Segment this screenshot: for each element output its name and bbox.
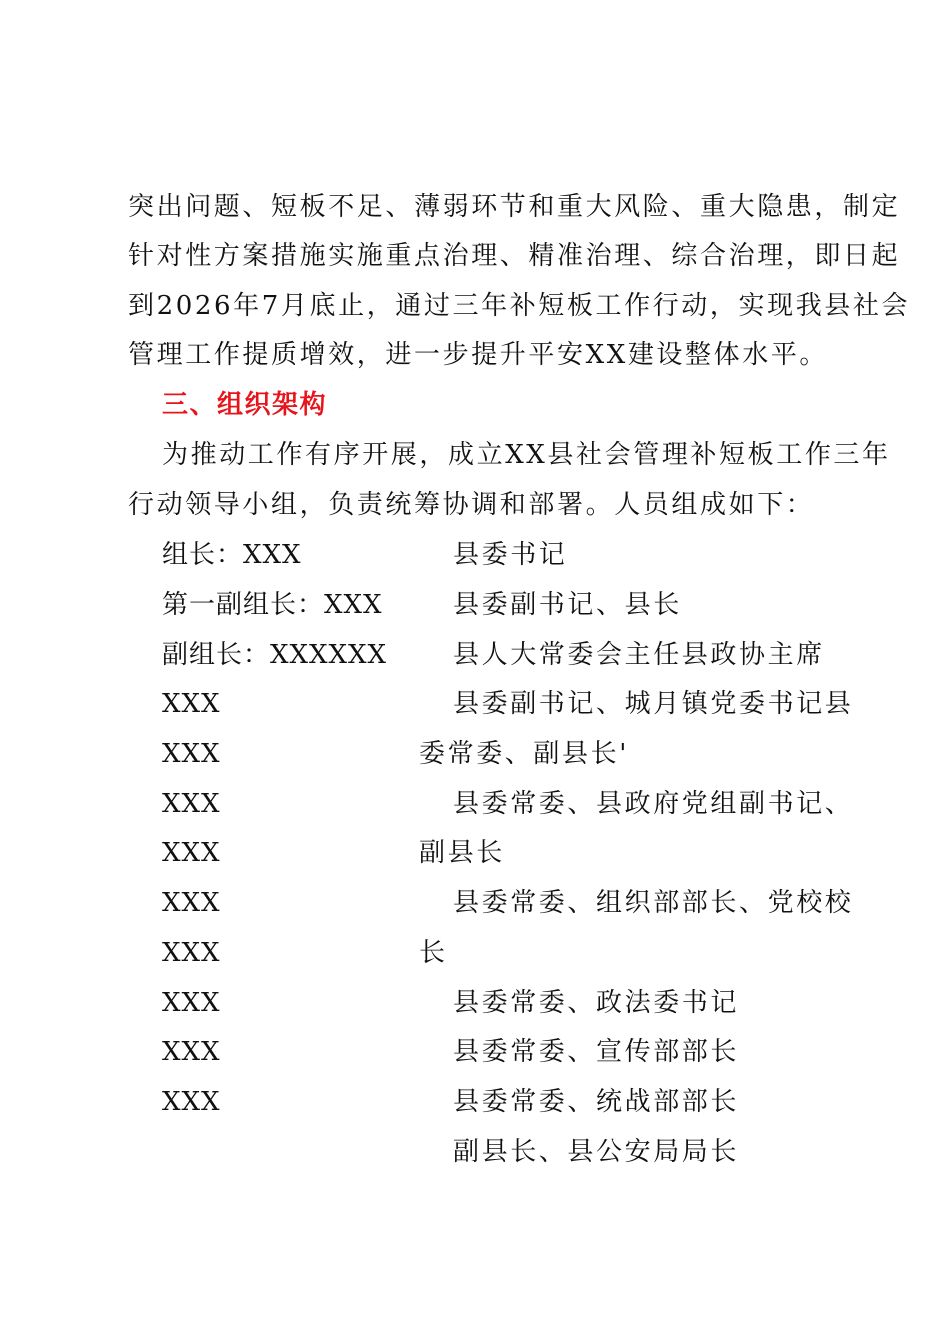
member-name: XXX xyxy=(162,938,221,968)
member-name: XXX xyxy=(162,789,221,819)
member-role-name: 组长：XXX xyxy=(162,540,302,570)
member-name: XXX xyxy=(162,689,221,719)
member-position: 县委常委、政法委书记 xyxy=(453,988,740,1018)
member-role-name: 副组长：XXXXXX xyxy=(162,640,388,670)
member-position: 县委常委、宣传部部长 xyxy=(453,1037,740,1067)
member-name: XXX xyxy=(162,1037,221,1067)
paragraph-line: 针对性方案措施实施重点治理、精准治理、综合治理，即日起 xyxy=(128,241,901,271)
member-position: 副县长、县公安局局长 xyxy=(453,1137,740,1167)
member-name: XXX xyxy=(162,1087,221,1117)
member-position: 委常委、副县长' xyxy=(419,739,629,769)
paragraph-line: 为推动工作有序开展，成立XX县社会管理补短板工作三年 xyxy=(162,440,891,470)
paragraph-line: 突出问题、短板不足、薄弱环节和重大风险、重大隐患，制定 xyxy=(128,192,901,222)
member-position: 县委常委、组织部部长、党校校 xyxy=(453,888,854,918)
member-position: 县人大常委会主任县政协主席 xyxy=(453,640,825,670)
member-position: 县委书记 xyxy=(453,540,568,570)
paragraph-line: 管理工作提质增效，进一步提升平安XX建设整体水平。 xyxy=(128,340,829,370)
member-position: 县委副书记、县长 xyxy=(453,590,682,620)
member-position: 县委常委、县政府党组副书记、 xyxy=(453,789,854,819)
member-position: 县委常委、统战部部长 xyxy=(453,1087,740,1117)
paragraph-line: 到2026年7月底止，通过三年补短板工作行动，实现我县社会 xyxy=(128,291,911,321)
member-name: XXX xyxy=(162,739,221,769)
member-name: XXX xyxy=(162,988,221,1018)
member-name: XXX xyxy=(162,838,221,868)
paragraph-line: 行动领导小组，负责统筹协调和部署。人员组成如下： xyxy=(128,490,815,520)
section-heading: 三、组织架构 xyxy=(162,390,328,420)
member-role-name: 第一副组长：XXX xyxy=(162,590,383,620)
member-position: 长 xyxy=(419,938,448,968)
member-position: 县委副书记、城月镇党委书记县 xyxy=(453,689,854,719)
member-name: XXX xyxy=(162,888,221,918)
member-position: 副县长 xyxy=(419,838,505,868)
